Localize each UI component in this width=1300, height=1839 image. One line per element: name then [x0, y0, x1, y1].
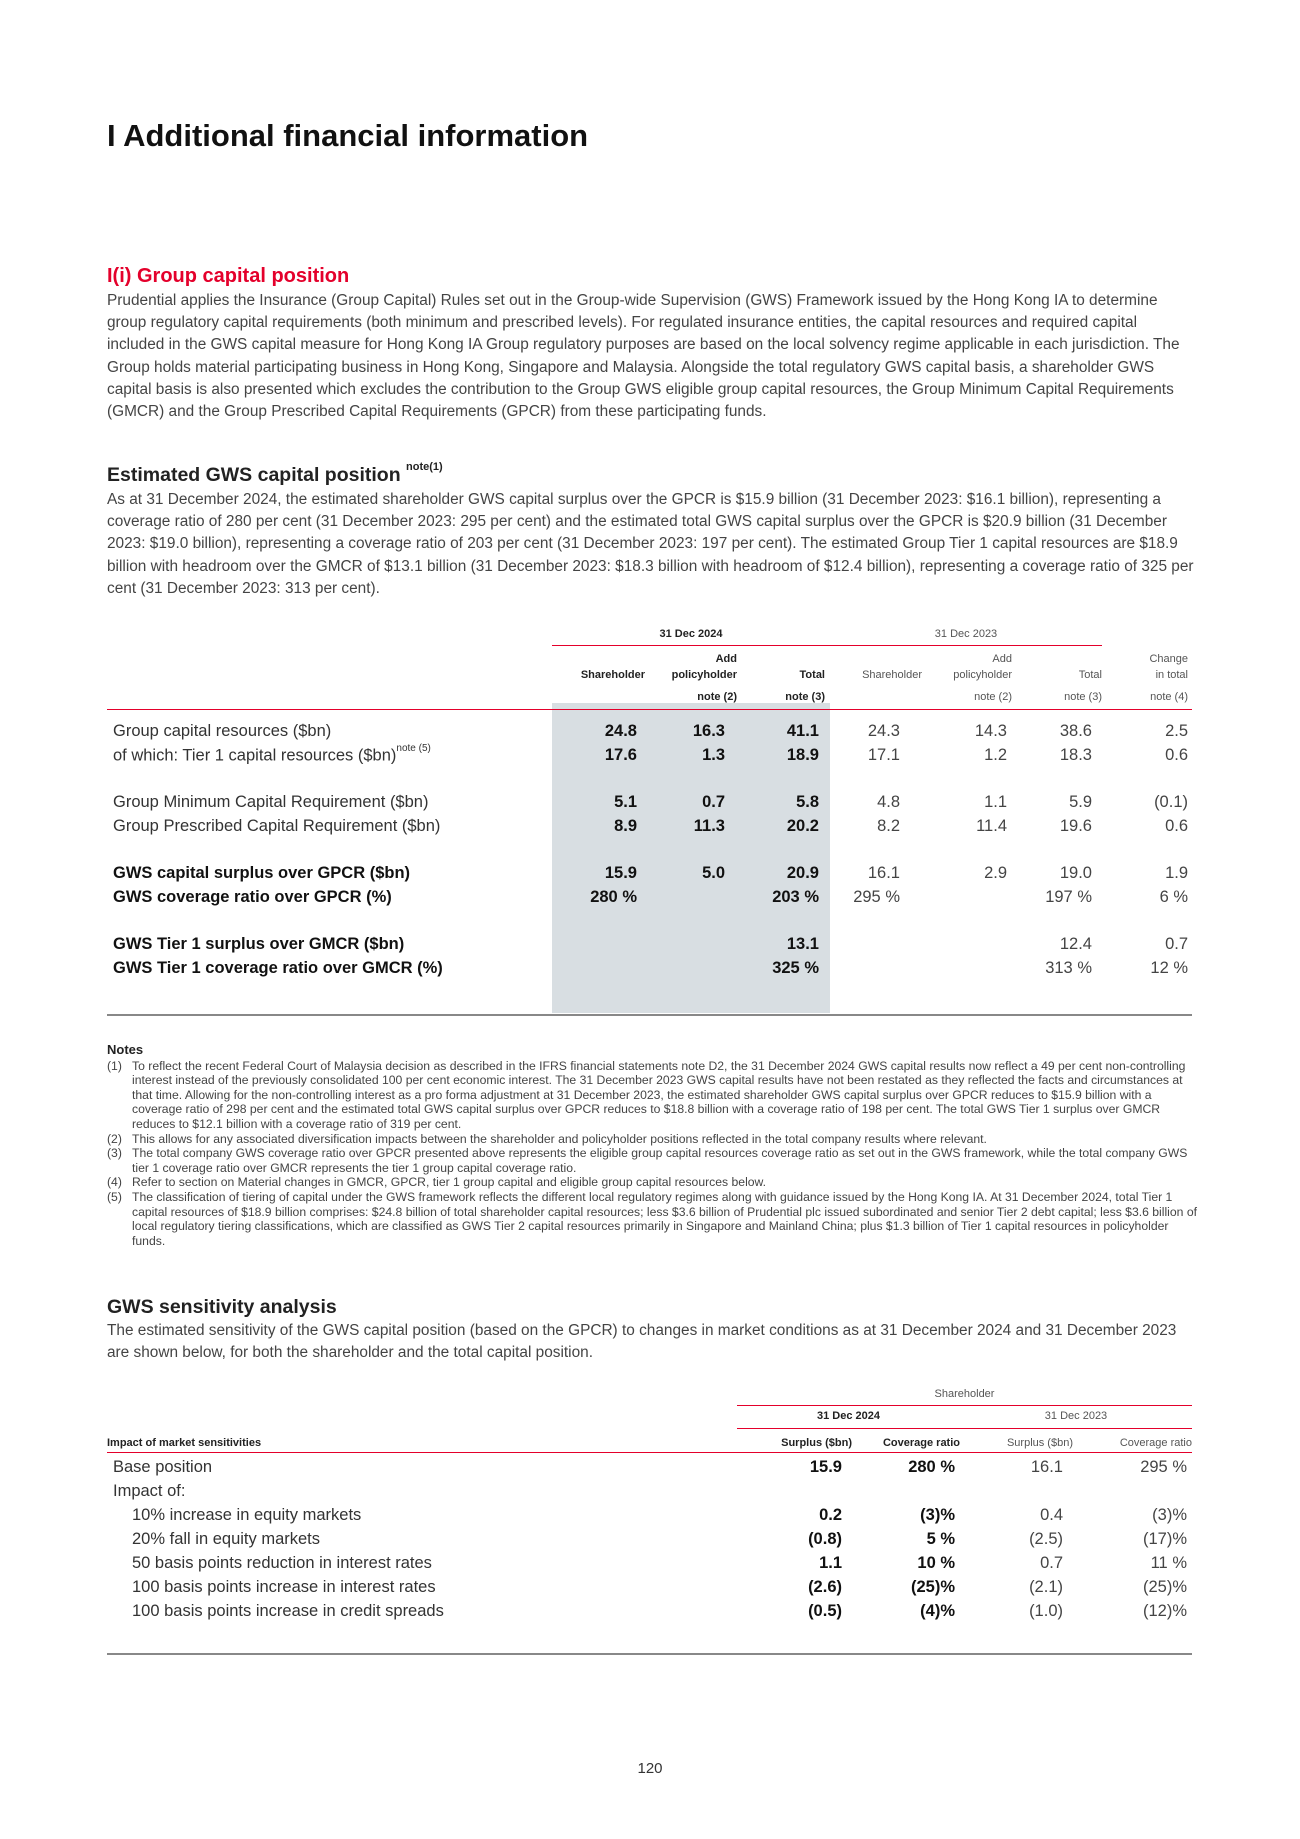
note-number: (1): [107, 1058, 122, 1073]
table-row: [107, 888, 1192, 914]
col-change-label: Change: [1149, 653, 1188, 665]
page-number: 120: [637, 1760, 663, 1777]
cell-value: 325 %: [772, 959, 819, 977]
cell-value: (0.1): [1154, 793, 1188, 811]
row-label: [113, 959, 443, 978]
col-policyholder-label: policyholder: [671, 669, 737, 681]
cell-value: 24.8: [604, 722, 637, 740]
col-add-label: Add: [992, 653, 1012, 665]
cell-value: 1.1: [984, 793, 1007, 811]
cell-value: 19.0: [1059, 864, 1092, 882]
cell-value: 2.9: [984, 864, 1007, 882]
cell-value: (1.0): [1029, 1602, 1063, 1620]
note3-2024: note (3): [785, 691, 825, 703]
col-add-label: Add: [715, 653, 737, 665]
row-label-text: GWS coverage ratio over GPCR (%): [113, 888, 392, 906]
table-row: [107, 1458, 1192, 1484]
cell-value: 2.5: [1165, 722, 1188, 740]
estimated-heading-text: Estimated GWS capital position: [107, 464, 401, 486]
row-label: [113, 935, 404, 954]
cell-value: 0.6: [1165, 746, 1188, 764]
sens-bottom-rule: [107, 1653, 1192, 1655]
note-item: [107, 1059, 1199, 1132]
row-label: 100 basis points increase in credit spreads: [132, 1602, 444, 1620]
capital-position-table: [107, 628, 1192, 1018]
cell-value: 20.9: [786, 864, 819, 882]
cell-value: (25)%: [910, 1578, 955, 1596]
sens-row-header: Impact of market sensitivities: [107, 1437, 262, 1449]
cell-value: 16.1: [867, 864, 900, 882]
cell-value: (0.5): [808, 1602, 842, 1620]
cell-value: (17)%: [1142, 1530, 1187, 1548]
header-rule-2023: [830, 645, 1102, 646]
cell-value: 11.4: [976, 817, 1007, 835]
cell-value: 280 %: [590, 888, 637, 906]
estimated-heading-note: note(1): [406, 460, 443, 473]
cell-value: 203 %: [772, 888, 819, 906]
row-label-text: GWS Tier 1 surplus over GMCR ($bn): [113, 935, 405, 953]
row-label-text: Group capital resources ($bn): [113, 722, 332, 740]
header-rule-2024: [552, 645, 830, 646]
cell-value: 19.6: [1059, 817, 1092, 835]
cell-value: 6 %: [1159, 888, 1188, 906]
cell-value: 0.6: [1165, 817, 1188, 835]
row-label-note: note (5): [396, 743, 431, 754]
row-label: [113, 888, 392, 907]
cell-value: 5.8: [796, 793, 819, 811]
header-date-2023: 31 Dec 2023: [934, 628, 998, 640]
table-row: [107, 743, 1192, 772]
cell-value: 280 %: [908, 1458, 955, 1476]
note-number: (3): [107, 1146, 122, 1161]
table-row: [107, 1554, 1192, 1580]
cell-value: 41.1: [786, 722, 819, 740]
sens-col-surplus-2024: Surplus ($bn): [781, 1437, 852, 1449]
cell-value: 8.9: [614, 817, 637, 835]
row-label: 100 basis points increase in interest rates: [132, 1578, 436, 1596]
note-item: [107, 1132, 1199, 1147]
cell-value: (3)%: [1152, 1506, 1187, 1524]
cell-value: 13.1: [786, 935, 819, 953]
cell-value: 0.2: [819, 1506, 842, 1524]
cell-value: 11.3: [693, 817, 725, 835]
cell-value: 295 %: [1140, 1458, 1187, 1476]
cell-value: 11 %: [1150, 1554, 1187, 1572]
sens-col-surplus-2023: Surplus ($bn): [1006, 1437, 1073, 1449]
table-row: [107, 1602, 1192, 1628]
table-row: [107, 935, 1192, 961]
row-label: Impact of:: [113, 1482, 186, 1500]
note-text: To reflect the recent Federal Court of Malaysia decision as described in the IFRS financial statements note D2, the 31 December 2024 GWS capital results now reflect a 49 per cent non-controlling interest instead of the previously consolidated 100 per cent economic interest. The 31 December 2023 GWS capital results have not been restated as they reflected the facts and circumstances at that time. Allowing for the non-controlling interest as a pro forma adjustment at 31 December 2023, the estimated shareholder GWS capital surplus over GPCR reduces to $15.9 billion with a coverage ratio of 298 per cent and the estimated total GWS capital surplus over GPCR reduces to $18.8 billion with a coverage ratio of 198 per cent. The total GWS Tier 1 surplus over GMCR reduces to $12.1 billion with a coverage ratio of 319 per cent.: [132, 1058, 1186, 1131]
table-row: [107, 1578, 1192, 1604]
col-total-2024: Total: [799, 669, 825, 681]
section-heading: I(i) Group capital position: [107, 265, 350, 287]
intro-paragraph: Prudential applies the Insurance (Group Capital) Rules set out in the Group-wide Supervision (GWS) Framework issued by the Hong Kong IA to determine group regulatory capital requirements (both minimum and prescribed levels). For regulated insurance entities, the capital resources and required capital included in the GWS capital measure for Hong Kong IA Group regulatory purposes are based on the local solvency regime applicable in each jurisdiction. The Group holds material participating business in Hong Kong, Singapore and Malaysia. Alongside the total regulatory GWS capital basis, a shareholder GWS capital basis is also presented which excludes the contribution to the Group GWS eligible group capital resources, the Group Minimum Capital Requirements (GMCR) and the Group Prescribed Capital Requirements (GPCR) from these participating funds.: [107, 292, 1180, 421]
cell-value: 5.1: [614, 793, 637, 811]
note-number: (2): [107, 1131, 122, 1146]
note-text: The classification of tiering of capital under the GWS framework reflects the different local regulatory regimes along with guidance issued by the Hong Kong IA. At 31 December 2024, total Tier 1 capital resources of $18.9 billion comprises: $24.8 billion of total shareholder capital resources; less $3.6 billion of Prudential plc issued subordinated and senior Tier 2 debt capital; less $3.6 billion of local regulatory tiering classifications, which are classified as GWS Tier 2 capital resources primarily in Singapore and Mainland China; plus $1.3 billion of Tier 1 capital resources in policyholder funds.: [132, 1189, 1197, 1248]
cell-value: 15.9: [809, 1458, 842, 1476]
row-label-text: Group Minimum Capital Requirement ($bn): [113, 793, 429, 811]
cell-value: (2.6): [808, 1578, 842, 1596]
cell-value: 18.9: [786, 746, 819, 764]
cell-value: 1.9: [1165, 864, 1188, 882]
sensitivity-table: [107, 1388, 1192, 1658]
sens-rule-2023: [960, 1428, 1192, 1429]
table-row: [107, 817, 1192, 843]
table-header-rule: [107, 709, 1192, 710]
col-shareholder-2023: Shareholder: [862, 669, 922, 681]
row-label-text: GWS Tier 1 coverage ratio over GMCR (%): [113, 959, 443, 977]
col-add-policyholder-2024: [645, 651, 737, 683]
table-row: [107, 959, 1192, 985]
note-text: The total company GWS coverage ratio over GPCR presented above represents the eligible group capital resources coverage ratio as set out in the GWS framework, while the total company GWS tier 1 coverage ratio over GMCR represents the tier 1 group capital coverage ratio.: [132, 1146, 1188, 1175]
note-item: [107, 1175, 1199, 1190]
header-date-2024: 31 Dec 2024: [659, 628, 723, 640]
sens-col-coverage-2024: Coverage ratio: [882, 1437, 960, 1449]
cell-value: 0.7: [702, 793, 725, 811]
col-shareholder-2024: Shareholder: [580, 669, 645, 681]
col-policyholder-label: policyholder: [953, 669, 1012, 681]
col-add-policyholder-2023: [922, 651, 1012, 683]
sensitivity-paragraph: The estimated sensitivity of the GWS capital position (based on the GPCR) to changes in market conditions as at 31 December 2024 and 31 December 2023 are shown below, for both the shareholder and the total capital position.: [107, 1322, 1177, 1362]
row-label: Base position: [113, 1458, 213, 1476]
note-text: Refer to section on Material changes in GMCR, GPCR, tier 1 group capital and eligible group capital resources below.: [132, 1175, 767, 1190]
cell-value: 14.3: [974, 722, 1007, 740]
table-row: [107, 1482, 1192, 1508]
note2-2024: note (2): [697, 691, 737, 703]
cell-value: 5.0: [702, 864, 725, 882]
row-label-text: of which: Tier 1 capital resources ($bn): [113, 746, 397, 765]
cell-value: 24.3: [867, 722, 900, 740]
cell-value: (4)%: [920, 1602, 955, 1620]
sensitivity-heading: GWS sensitivity analysis: [107, 1296, 337, 1318]
row-label: 50 basis points reduction in interest rates: [132, 1554, 432, 1572]
note4-change: note (4): [1150, 691, 1188, 703]
cell-value: 0.4: [1040, 1506, 1063, 1524]
sens-group-rule: [737, 1405, 1192, 1406]
row-label: [113, 722, 331, 741]
sens-rule-2024: [737, 1428, 960, 1429]
note-item: [107, 1146, 1199, 1175]
cell-value: 197 %: [1045, 888, 1092, 906]
row-label-text: Group Prescribed Capital Requirement ($bn): [113, 817, 441, 835]
row-label: [113, 817, 440, 836]
cell-value: (0.8): [808, 1530, 842, 1548]
cell-value: 12.4: [1059, 935, 1092, 953]
col-change: [1102, 651, 1188, 683]
row-label: [113, 864, 410, 883]
cell-value: (2.5): [1029, 1530, 1063, 1548]
sens-group-label: Shareholder: [934, 1388, 995, 1400]
cell-value: 38.6: [1059, 722, 1092, 740]
cell-value: 17.6: [604, 746, 637, 764]
cell-value: (12)%: [1142, 1602, 1187, 1620]
sens-col-coverage-2023: Coverage ratio: [1119, 1437, 1192, 1449]
cell-value: 18.3: [1059, 746, 1092, 764]
table-row: [107, 1506, 1192, 1532]
sens-date-2024: 31 Dec 2024: [817, 1410, 880, 1422]
sens-date-2023: 31 Dec 2023: [1044, 1410, 1108, 1422]
cell-value: 0.7: [1040, 1554, 1063, 1572]
sens-header-rule: [107, 1452, 1192, 1453]
notes-title: Notes: [107, 1042, 144, 1057]
table-row: [107, 722, 1192, 748]
table-row: [107, 864, 1192, 890]
cell-value: 4.8: [877, 793, 900, 811]
note-number: (5): [107, 1189, 122, 1204]
cell-value: (2.1): [1029, 1578, 1063, 1596]
note-number: (4): [107, 1175, 122, 1190]
row-label: [113, 793, 428, 812]
cell-value: 17.1: [867, 746, 900, 764]
estimated-paragraph: As at 31 December 2024, the estimated shareholder GWS capital surplus over the GPCR is $15.9 billion (31 December 2023: $16.1 billion), representing a coverage ratio of 280 per cent (31 December 2023: 295 per cent) and the estimated total GWS capital surplus over the GPCR is $20.9 billion (31 December 2023: $19.0 billion), representing a coverage ratio of 203 per cent (31 December 2023: 197 per cent). The estimated Group Tier 1 capital resources are $18.9 billion with headroom over the GMCR of $13.1 billion (31 December 2023: $18.3 billion with headroom of $12.4 billion), representing a coverage ratio of 325 per cent (31 December 2023: 313 per cent).: [107, 491, 1194, 597]
table-row: [107, 793, 1192, 819]
cell-value: 16.1: [1030, 1458, 1063, 1476]
cell-value: 20.2: [786, 817, 819, 835]
cell-value: 15.9: [604, 864, 637, 882]
table-bottom-rule: [107, 1014, 1192, 1016]
cell-value: (25)%: [1142, 1578, 1187, 1596]
cell-value: 16.3: [692, 722, 725, 740]
cell-value: 313 %: [1045, 959, 1092, 977]
cell-value: (3)%: [920, 1506, 955, 1524]
note-text: This allows for any associated diversification impacts between the shareholder and policyholder positions reflected in the total company results where relevant.: [132, 1131, 987, 1146]
table-row: [107, 1530, 1192, 1556]
cell-value: 1.1: [819, 1554, 842, 1572]
note3-2023: note (3): [1064, 691, 1102, 703]
row-label: 10% increase in equity markets: [132, 1506, 362, 1524]
row-label-text: GWS capital surplus over GPCR ($bn): [113, 864, 411, 882]
col-in-total-label: in total: [1155, 669, 1188, 681]
col-total-2023: Total: [1078, 669, 1102, 681]
cell-value: 5 %: [926, 1530, 955, 1548]
cell-value: 10 %: [917, 1554, 955, 1572]
estimated-heading: [107, 460, 443, 487]
page-title: I Additional financial information: [107, 118, 589, 153]
cell-value: 5.9: [1069, 793, 1092, 811]
note2-2023: note (2): [974, 691, 1012, 703]
row-label: [113, 743, 431, 766]
notes-section: [107, 1043, 1199, 1248]
cell-value: 8.2: [877, 817, 900, 835]
cell-value: 295 %: [853, 888, 900, 906]
notes-list: [107, 1059, 1199, 1249]
cell-value: 0.7: [1165, 935, 1188, 953]
cell-value: 1.2: [984, 746, 1007, 764]
row-label: 20% fall in equity markets: [132, 1530, 321, 1548]
note-item: [107, 1190, 1199, 1248]
cell-value: 12 %: [1150, 959, 1188, 977]
cell-value: 1.3: [702, 746, 725, 764]
